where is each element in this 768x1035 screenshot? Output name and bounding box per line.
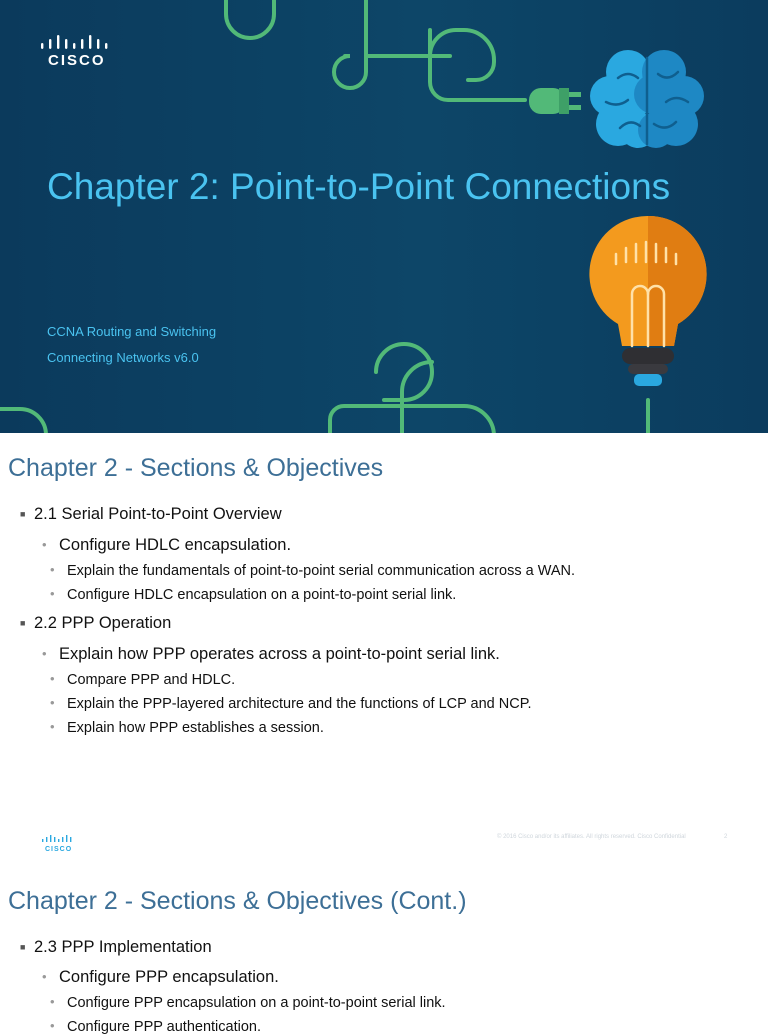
cisco-logo-text: CISCO (45, 846, 73, 853)
bullet-icon: • (50, 1018, 55, 1033)
bullet-icon: • (50, 586, 55, 601)
lightbulb-icon (588, 214, 708, 390)
list-item: • Configure PPP encapsulation. (42, 968, 279, 986)
bullet-icon: • (42, 646, 47, 661)
bullet-icon: • (42, 969, 47, 984)
bullet-icon: • (50, 695, 55, 710)
list-item: ■ 2.2 PPP Operation (20, 614, 172, 632)
list-item: • Configure HDLC encapsulation. (42, 536, 292, 554)
page-number: 2 (724, 834, 728, 840)
bullet-icon: • (50, 994, 55, 1009)
list-item: • Explain how PPP establishes a session. (50, 719, 324, 736)
slide-title: Chapter 2: Point-to-Point Connections (47, 166, 671, 207)
bullet-icon: • (42, 537, 47, 552)
list-item: • Explain the fundamentals of point-to-point serial communication across a WAN. (50, 562, 576, 579)
list-item: • Explain how PPP operates across a point-to-point serial link. (42, 645, 500, 663)
course-name: CCNA Routing and Switching (47, 324, 217, 339)
list-item: • Explain the PPP-layered architecture and the functions of LCP and NCP. (50, 695, 532, 712)
list-item: • Configure PPP authentication. (50, 1018, 262, 1035)
list-item: • Compare PPP and HDLC. (50, 671, 236, 688)
list-item: ■ 2.1 Serial Point-to-Point Overview (20, 505, 282, 523)
cisco-logo-icon (40, 33, 110, 73)
list-item: ■ 2.3 PPP Implementation (20, 938, 212, 956)
bullet-icon: • (50, 719, 55, 734)
plug-icon (525, 84, 585, 118)
slide-title: Chapter 2 - Sections & Objectives (Cont.) (8, 887, 467, 915)
bullet-icon: • (50, 562, 55, 577)
cisco-logo-text: CISCO (48, 52, 106, 69)
course-subtitle: Connecting Networks v6.0 (47, 350, 199, 365)
list-item: • Configure PPP encapsulation on a point-to-point serial link. (50, 994, 446, 1011)
title-slide (0, 0, 768, 433)
copyright-notice: © 2016 Cisco and/or its affiliates. All rights reserved. Cisco Confidential (497, 834, 686, 840)
brain-icon (588, 44, 706, 156)
bullet-icon: ■ (20, 618, 26, 628)
bullet-icon: • (50, 671, 55, 686)
objectives-slide (0, 433, 768, 866)
bullet-icon: ■ (20, 942, 26, 952)
bullet-icon: ■ (20, 509, 26, 519)
cisco-logo-icon (42, 830, 72, 853)
slide-title: Chapter 2 - Sections & Objectives (8, 454, 384, 482)
list-item: • Configure HDLC encapsulation on a point-to-point serial link. (50, 586, 457, 603)
objectives-continued-slide (0, 866, 768, 1035)
